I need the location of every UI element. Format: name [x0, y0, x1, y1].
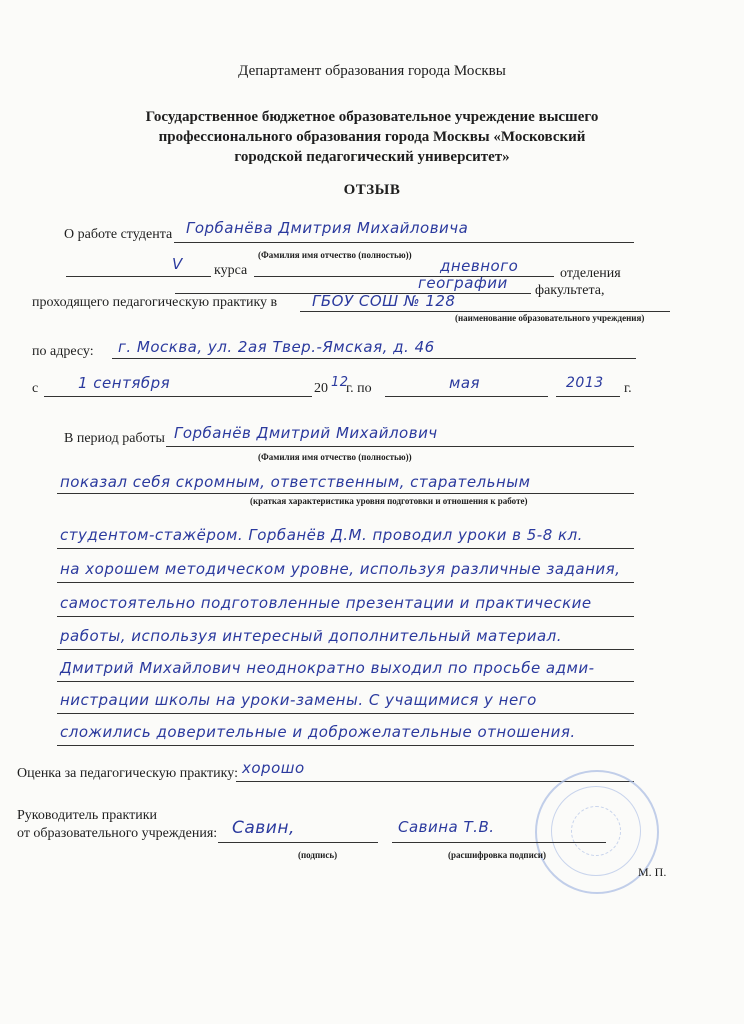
- characteristic-line-1: показал себя скромным, ответственным, старательным: [60, 473, 531, 491]
- grade-label: Оценка за педагогическую практику:: [17, 766, 238, 781]
- period-name-handwritten: Горбанёв Дмитрий Михайлович: [174, 424, 438, 442]
- characteristic-line-8: сложились доверительные и доброжелательные отношения.: [60, 723, 576, 741]
- char-line-6: [57, 681, 634, 682]
- faculty-handwritten: географии: [418, 274, 508, 292]
- year-prefix-1: 20: [314, 381, 328, 396]
- char-line-3: [57, 582, 634, 583]
- practice-org-handwritten: ГБОУ СОШ № 128: [312, 292, 456, 310]
- document-title: ОТЗЫВ: [343, 182, 401, 198]
- address-label: по адресу:: [32, 344, 94, 359]
- course-handwritten: V: [172, 255, 183, 273]
- student-label: О работе студента: [64, 227, 173, 242]
- decipher-caption: (расшифровка подписи): [448, 850, 546, 860]
- char-line-5: [57, 649, 634, 650]
- char-line-8: [57, 745, 634, 746]
- institution-line-2: профессионального образования города Москвы «Московский: [158, 129, 586, 145]
- from-line: [44, 396, 312, 397]
- grade-handwritten: хорошо: [242, 759, 305, 777]
- signature-handwritten: Савин,: [232, 818, 295, 838]
- practice-label: проходящего педагогическую практику в: [32, 295, 278, 310]
- supervisor-label-1: Руководитель практики: [17, 808, 158, 823]
- course-label: курса: [214, 263, 248, 278]
- student-line: [174, 242, 634, 243]
- institution-name: [0, 107, 744, 167]
- to-date-handwritten: мая: [449, 374, 481, 392]
- fio-caption: (Фамилия имя отчество (полностью)): [258, 250, 412, 260]
- decipher-handwritten: Савина Т.В.: [398, 818, 495, 836]
- year-suffix: г.: [624, 381, 632, 396]
- from-label: с: [32, 381, 39, 396]
- from-date-handwritten: 1 сентября: [78, 374, 171, 392]
- stamp-place-label: М. П.: [638, 865, 667, 879]
- characteristic-line-5: работы, используя интересный дополнительный материал.: [60, 627, 563, 645]
- signature-line: [218, 842, 378, 843]
- department-label: отделения: [560, 266, 621, 281]
- characteristic-line-4: самостоятельно подготовленные презентации и практические: [60, 594, 592, 612]
- characteristic-line-7: нистрации школы на уроки-замены. С учащимися у него: [60, 691, 537, 709]
- signature-caption: (подпись): [298, 850, 338, 860]
- year-2-handwritten: 2013: [566, 375, 604, 391]
- characteristic-line-3: на хорошем методическом уровне, используя различные задания,: [60, 560, 621, 578]
- department-handwritten: дневного: [440, 257, 519, 275]
- seal-emblem: [571, 806, 621, 856]
- char-line-2: [57, 548, 634, 549]
- address-line: [112, 358, 636, 359]
- period-line: [166, 446, 634, 447]
- address-handwritten: г. Москва, ул. 2ая Твер.-Ямская, д. 46: [118, 338, 435, 356]
- period-label: В период работы: [64, 431, 165, 446]
- department-line: [254, 276, 554, 277]
- char-line-1: [57, 493, 634, 494]
- year-1-handwritten: 12: [331, 375, 349, 390]
- institution-line-3: городской педагогический университет»: [234, 149, 510, 165]
- char-line-4: [57, 616, 634, 617]
- practice-line: [300, 311, 670, 312]
- to-label: г. по: [346, 381, 372, 396]
- department-heading: Департамент образования города Москвы: [238, 63, 506, 79]
- to-line: [385, 396, 548, 397]
- student-name-handwritten: Горбанёва Дмитрия Михайловича: [186, 219, 469, 237]
- year-2-line: [556, 396, 620, 397]
- supervisor-label-2: от образовательного учреждения:: [17, 826, 218, 841]
- org-caption: (наименование образовательного учреждения): [455, 313, 645, 323]
- characteristic-line-2: студентом-стажёром. Горбанёв Д.М. проводил уроки в 5-8 кл.: [60, 526, 583, 544]
- char-line-7: [57, 713, 634, 714]
- characteristic-line-6: Дмитрий Михайлович неоднократно выходил по просьбе адми-: [60, 659, 595, 677]
- fio-caption-2: (Фамилия имя отчество (полностью)): [258, 452, 412, 462]
- decipher-line: [392, 842, 606, 843]
- characteristic-caption: (краткая характеристика уровня подготовки и отношения к работе): [250, 496, 528, 506]
- faculty-label: факультета,: [535, 283, 605, 298]
- course-line: [66, 276, 211, 277]
- institution-line-1: Государственное бюджетное образовательное учреждение высшего: [145, 109, 599, 125]
